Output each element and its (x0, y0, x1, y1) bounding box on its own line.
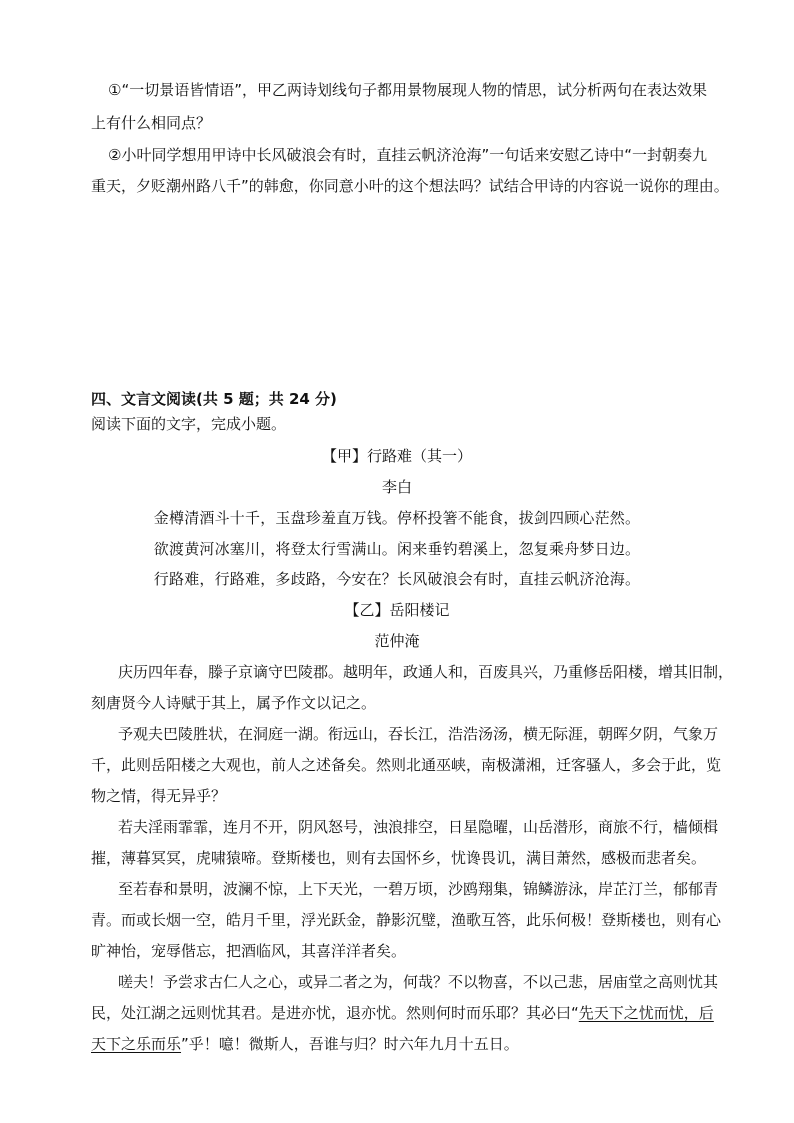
essay-line: 旷神怡，宠辱偕忘，把酒临风，其喜洋洋者矣。 (91, 942, 407, 960)
essay-line (91, 1034, 519, 1054)
underlined-quote: 先天下之忧而忧，后 (578, 1004, 714, 1022)
essay-yi-title: 【乙】岳阳楼记 (344, 601, 450, 619)
poem-jia-author: 李白 (381, 478, 412, 496)
poem-jia-line: 行路难，行路难，多歧路，今安在？长风破浪会有时，直挂云帆济沧海。 (153, 570, 641, 588)
essay-line: 若夫淫雨霏霏，连月不开，阴风怒号，浊浪排空，日星隐曜，山岳潜形，商旅不行，樯倾楫 (118, 818, 719, 836)
section-instruction: 阅读下面的文字，完成小题。 (91, 415, 287, 433)
essay-line: 嗟夫！予尝求古仁人之心，或异二者之为，何哉？不以物喜，不以己悲，居庙堂之高则忧其 (118, 973, 719, 991)
essay-yi-author: 范仲淹 (374, 632, 420, 650)
underlined-quote: 天下之乐而乐 (91, 1035, 182, 1053)
question-2-line-1: ②小叶同学想用甲诗中长风破浪会有时，直挂云帆济沧海”一句话来安慰乙诗中“一封朝奏九 (108, 146, 707, 164)
poem-jia-title: 【甲】行路难（其一） (321, 447, 472, 465)
essay-line: 青。而或长烟一空，皓月千里，浮光跃金，静影沉璧，渔歌互答，此乐何极！登斯楼也，则有心 (91, 911, 722, 929)
question-1-line-2: 上有什么相同点？ (91, 114, 212, 132)
section-title: 四、文言文阅读(共 5 题；共 24 分) (91, 390, 337, 408)
essay-text: ”乎！噫！微斯人，吾谁与归？时六年九月十五日。 (181, 1035, 519, 1053)
essay-line: 刻唐贤今人诗赋于其上，属予作文以记之。 (91, 694, 377, 712)
essay-text: 民，处江湖之远则忧其君。是进亦忧，退亦忧。然则何时而乐耶？其必曰“ (91, 1004, 579, 1022)
essay-line (91, 1003, 714, 1023)
essay-line: 予观夫巴陵胜状，在洞庭一湖。衔远山，吞长江，浩浩汤汤，横无际涯，朝晖夕阴，气象万 (118, 725, 719, 743)
question-2-line-2: 重天，夕贬潮州路八千”的韩愈，你同意小叶的这个想法吗？试结合甲诗的内容说一说你的理由。 (91, 177, 729, 195)
essay-line: 摧，薄暮冥冥，虎啸猿啼。登斯楼也，则有去国怀乡，忧谗畏讥，满目萧然，感极而悲者矣。 (91, 849, 707, 867)
essay-line: 庆历四年春，滕子京谪守巴陵郡。越明年，政通人和，百废具兴，乃重修岳阳楼，增其旧制， (118, 663, 734, 681)
poem-jia-line: 欲渡黄河冰塞川，将登太行雪满山。闲来垂钓碧溪上，忽复乘舟梦日边。 (153, 540, 641, 558)
essay-line: 至若春和景明，波澜不惊，上下天光，一碧万顷，沙鸥翔集，锦鳞游泳，岸芷汀兰，郁郁青 (118, 880, 719, 898)
essay-line: 千，此则岳阳楼之大观也，前人之述备矣。然则北通巫峡，南极潇湘，迁客骚人，多会于此，览 (91, 756, 722, 774)
essay-line: 物之情，得无异乎？ (91, 787, 227, 805)
question-1-line-1: ①“一切景语皆情语”，甲乙两诗划线句子都用景物展现人物的情思，试分析两句在表达效果 (108, 81, 707, 99)
poem-jia-line: 金樽清酒斗十千，玉盘珍羞直万钱。停杯投箸不能食，拔剑四顾心茫然。 (153, 509, 641, 527)
